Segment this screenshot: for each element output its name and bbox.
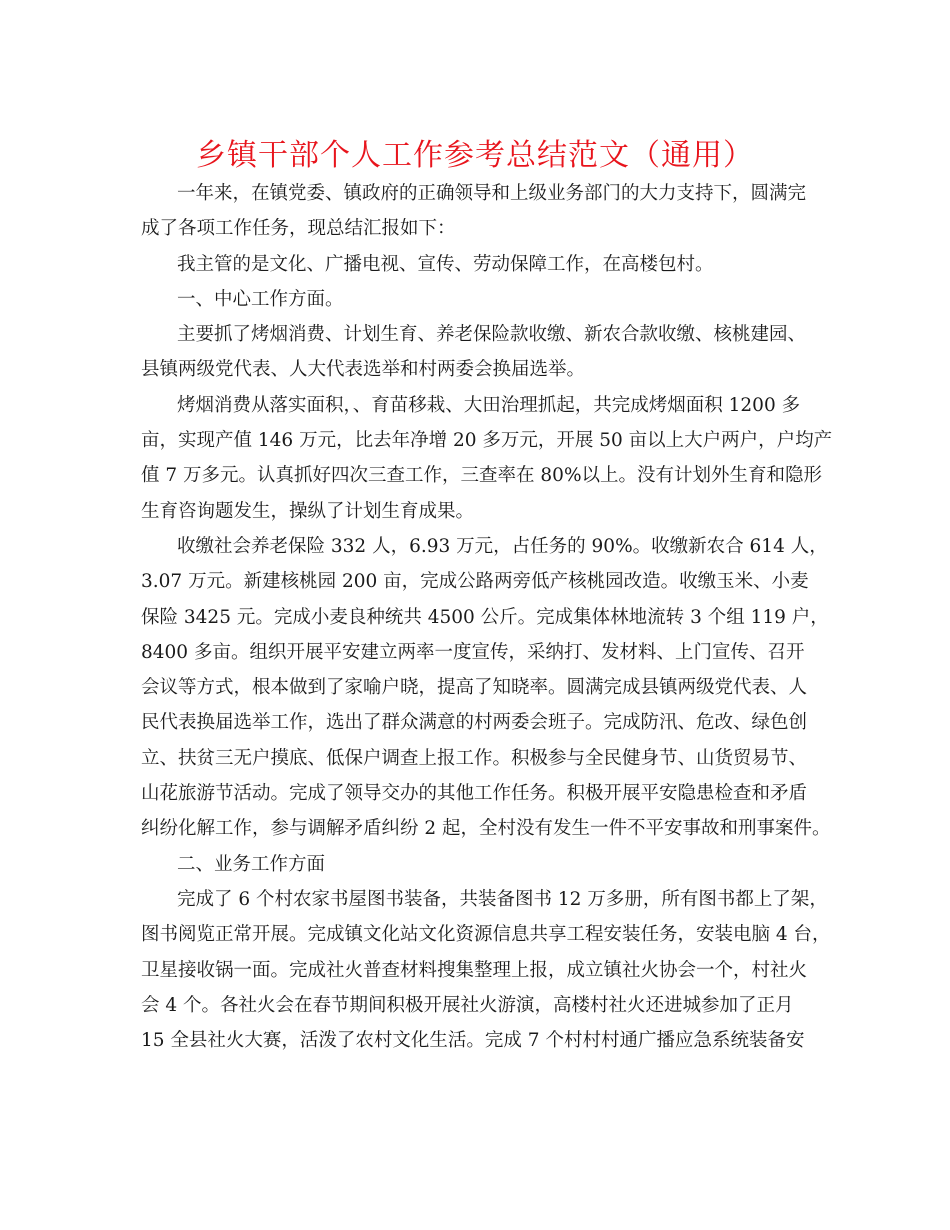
body-line: 完成了 6 个村农家书屋图书装备，共装备图书 12 万多册，所有图书都上了架， — [177, 888, 828, 910]
body-line: 图书阅览正常开展。完成镇文化站文化资源信息共享工程安装任务，安装电脑 4 台， — [141, 924, 831, 946]
body-line: 主要抓了烤烟消费、计划生育、养老保险款收缴、新农合款收缴、核桃建园、 — [177, 324, 807, 346]
body-line: 亩，实现产值 146 万元，比去年净增 20 多万元，开展 50 亩以上大户两户，户均产 — [141, 430, 833, 452]
body-line: 值 7 万多元。认真抓好四次三查工作，三查率在 80%以上。没有计划外生育和隐形 — [141, 465, 823, 487]
body-line: 保险 3425 元。完成小麦良种统共 4500 公斤。完成集体林地流转 3 个组 119 户， — [141, 606, 829, 628]
body-line: 一年来，在镇党委、镇政府的正确领导和上级业务部门的大力支持下，圆满完 — [177, 183, 807, 204]
body-line: 民代表换届选举工作，选出了群众满意的村两委会班子。完成防汛、危改、绿色创 — [141, 712, 808, 734]
body-line: 立、扶贫三无户摸底、低保户调查上报工作。积极参与全民健身节、山货贸易节、 — [141, 747, 808, 769]
body-line: 山花旅游节活动。完成了领导交办的其他工作任务。积极开展平安隐患检查和矛盾 — [141, 783, 808, 805]
body-line: 纠纷化解工作，参与调解矛盾纠纷 2 起，全村没有发生一件不平安事故和刑事案件。 — [141, 818, 831, 840]
body-line: 我主管的是文化、广播电视、宣传、劳动保障工作，在高楼包村。 — [177, 253, 714, 275]
body-line: 烤烟消费从落实面积，、育苗移栽、大田治理抓起，共完成烤烟面积 1200 多 — [177, 394, 801, 416]
body-line: 15 全县社火大赛，活泼了农村文化生活。完成 7 个村村村通广播应急系统装备安 — [141, 1030, 805, 1052]
body-line: 会议等方式，根本做到了家喻户晓，提高了知晓率。圆满完成县镇两级党代表、人 — [141, 677, 808, 699]
body-line: 卫星接收锅一面。完成社火普查材料搜集整理上报，成立镇社火协会一个，村社火 — [141, 959, 808, 981]
body-line: 成了各项工作任务，现总结汇报如下： — [141, 218, 456, 240]
body-line: 一、中心工作方面。 — [177, 288, 344, 310]
document-title: 乡镇干部个人工作参考总结范文（通用） — [196, 138, 754, 173]
document-body — [141, 176, 833, 1058]
body-line: 生育咨询题发生，操纵了计划生育成果。 — [141, 500, 475, 522]
body-line: 收缴社会养老保险 332 人，6.93 万元，占任务的 90%。收缴新农合 614 人， — [177, 535, 828, 557]
body-line: 二、业务工作方面 — [177, 853, 326, 875]
body-line: 会 4 个。各社火会在春节期间积极开展社火游演，高楼村社火还进城参加了正月 — [141, 994, 794, 1016]
body-line: 3.07 万元。新建核桃园 200 亩，完成公路两旁低产核桃园改造。收缴玉米、小麦 — [141, 571, 809, 593]
body-line: 8400 多亩。组织开展平安建立两率一度宣传，采纳打、发材料、上门宣传、召开 — [141, 641, 805, 663]
body-line: 县镇两级党代表、人大代表选举和村两委会换届选举。 — [141, 359, 586, 381]
